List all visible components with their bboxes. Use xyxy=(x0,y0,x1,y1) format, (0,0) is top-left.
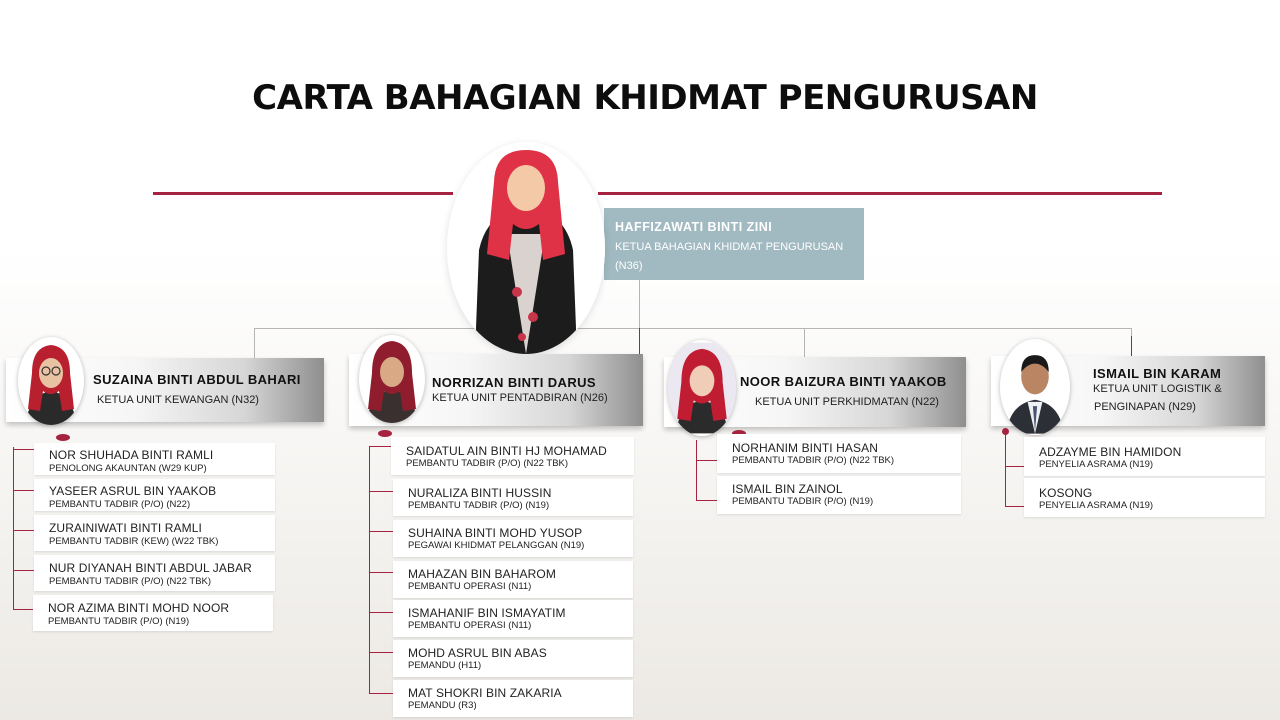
staff-card xyxy=(717,476,961,514)
staff-branch xyxy=(13,609,33,610)
unit-head-name: NOOR BAIZURA BINTI YAAKOB xyxy=(740,374,947,389)
staff-branch xyxy=(369,572,393,573)
connector-unit-4-accent xyxy=(1131,336,1132,356)
staff-name: NORHANIM BINTI HASAN xyxy=(732,441,879,455)
staff-card xyxy=(34,479,275,511)
person-portrait-icon xyxy=(447,142,605,354)
head-position xyxy=(615,238,854,276)
connector-unit-1 xyxy=(254,328,255,358)
staff-branch xyxy=(13,449,34,450)
unit-head-photo xyxy=(668,340,736,436)
person-portrait-icon xyxy=(18,337,84,425)
staff-branch xyxy=(13,490,34,491)
unit-head-position: KETUA UNIT KEWANGAN (N32) xyxy=(97,394,259,406)
staff-branch xyxy=(1005,466,1024,467)
staff-card xyxy=(34,555,275,591)
staff-card xyxy=(393,479,633,516)
connector-horizontal xyxy=(254,328,1132,329)
staff-position: PEMBANTU TADBIR (P/O) (N22 TBK) xyxy=(406,458,569,469)
staff-position: PEMBANTU TADBIR (KEW) (W22 TBK) xyxy=(49,536,219,547)
head-name: HAFFIZAWATI BINTI ZINI xyxy=(615,220,773,234)
staff-position: PEMANDU (H11) xyxy=(408,660,482,671)
unit-head-name: SUZAINA BINTI ABDUL BAHARI xyxy=(93,372,301,387)
staff-name: SAIDATUL AIN BINTI HJ MOHAMAD xyxy=(406,444,607,458)
staff-card xyxy=(33,595,273,631)
staff-branch xyxy=(369,531,393,532)
staff-position: PEMBANTU TADBIR (P/O) (N19) xyxy=(48,616,190,627)
connector-unit-2 xyxy=(639,328,640,354)
person-portrait-icon xyxy=(359,335,425,423)
staff-card xyxy=(34,443,275,475)
staff-name: SUHAINA BINTI MOHD YUSOP xyxy=(408,526,583,540)
staff-branch xyxy=(696,500,717,501)
staff-name: ISMAHANIF BIN ISMAYATIM xyxy=(408,606,566,620)
staff-card xyxy=(1024,437,1265,476)
staff-position: PENYELIA ASRAMA (N19) xyxy=(1039,459,1154,470)
staff-position: PENYELIA ASRAMA (N19) xyxy=(1039,500,1154,511)
unit-head-position: KETUA UNIT PERKHIDMATAN (N22) xyxy=(755,396,939,408)
staff-position: PEMBANTU TADBIR (P/O) (N19) xyxy=(408,500,550,511)
staff-branch xyxy=(13,570,34,571)
staff-branch xyxy=(369,652,393,653)
staff-tree-line xyxy=(13,447,14,610)
connector-head-down xyxy=(639,280,640,328)
person-portrait-icon xyxy=(668,340,736,436)
staff-tree-line xyxy=(696,440,697,501)
staff-card xyxy=(393,680,633,717)
staff-branch xyxy=(1005,506,1024,507)
unit-head-position: KETUA UNIT PENTADBIRAN (N26) xyxy=(432,392,608,404)
staff-position: PEMBANTU TADBIR (P/O) (N19) xyxy=(732,496,874,507)
staff-card xyxy=(391,437,634,475)
unit-head-position-line2: PENGINAPAN (N29) xyxy=(1094,401,1196,413)
staff-name: ZURAINIWATI BINTI RAMLI xyxy=(49,521,202,535)
staff-branch xyxy=(13,530,34,531)
staff-name: MOHD ASRUL BIN ABAS xyxy=(408,646,547,660)
staff-tree-line xyxy=(369,446,370,694)
unit-head-photo xyxy=(18,337,84,425)
staff-card xyxy=(1024,478,1265,517)
staff-tree-line xyxy=(1005,433,1006,507)
title-underline-right xyxy=(598,192,1162,195)
staff-name: MAHAZAN BIN BAHAROM xyxy=(408,567,556,581)
title-underline-left xyxy=(153,192,453,195)
staff-position: PEGAWAI KHIDMAT PELANGGAN (N19) xyxy=(408,540,585,551)
staff-position: PEMBANTU TADBIR (P/O) (N22) xyxy=(49,499,191,510)
staff-branch xyxy=(369,612,393,613)
staff-position: PEMBANTU OPERASI (N11) xyxy=(408,620,532,631)
staff-card xyxy=(393,520,633,557)
unit-head-position-line1: KETUA UNIT LOGISTIK & xyxy=(1093,383,1222,395)
accent-dot xyxy=(56,434,70,441)
accent-dot xyxy=(378,430,392,437)
staff-name: KOSONG xyxy=(1039,486,1093,500)
staff-name: NURALIZA BINTI HUSSIN xyxy=(408,486,552,500)
staff-position: PEMBANTU TADBIR (P/O) (N22 TBK) xyxy=(49,576,212,587)
staff-name: MAT SHOKRI BIN ZAKARIA xyxy=(408,686,562,700)
chart-title: CARTA BAHAGIAN KHIDMAT PENGURUSAN xyxy=(252,78,1038,118)
staff-name: YASEER ASRUL BIN YAAKOB xyxy=(49,484,217,498)
staff-position: PEMBANTU OPERASI (N11) xyxy=(408,581,532,592)
staff-card xyxy=(34,515,275,551)
head-position-line1: KETUA BAHAGIAN KHIDMAT PENGURUSAN xyxy=(615,241,844,253)
staff-branch xyxy=(369,693,393,694)
staff-branch xyxy=(369,491,393,492)
head-position-line2: (N36) xyxy=(615,260,643,272)
staff-name: ADZAYME BIN HAMIDON xyxy=(1039,445,1182,459)
unit-head-name: ISMAIL BIN KARAM xyxy=(1093,366,1222,381)
staff-position: PEMBANTU TADBIR (P/O) (N22 TBK) xyxy=(732,455,895,466)
staff-card xyxy=(393,600,633,637)
staff-name: NOR SHUHADA BINTI RAMLI xyxy=(49,448,214,462)
staff-name: ISMAIL BIN ZAINOL xyxy=(732,482,843,496)
unit-head-photo xyxy=(1000,339,1070,435)
staff-card xyxy=(717,434,961,473)
staff-position: PENOLONG AKAUNTAN (W29 KUP) xyxy=(49,463,207,474)
unit-head-name: NORRIZAN BINTI DARUS xyxy=(432,375,596,390)
staff-branch xyxy=(369,446,391,447)
staff-card xyxy=(393,561,633,598)
connector-unit-3 xyxy=(804,328,805,357)
unit-head-photo xyxy=(359,335,425,423)
head-card xyxy=(604,208,864,280)
staff-name: NUR DIYANAH BINTI ABDUL JABAR xyxy=(49,561,252,575)
person-portrait-icon xyxy=(1000,339,1070,435)
staff-position: PEMANDU (R3) xyxy=(408,700,477,711)
staff-name: NOR AZIMA BINTI MOHD NOOR xyxy=(48,601,230,615)
staff-card xyxy=(393,640,633,677)
staff-branch xyxy=(696,460,717,461)
head-photo xyxy=(447,142,605,354)
